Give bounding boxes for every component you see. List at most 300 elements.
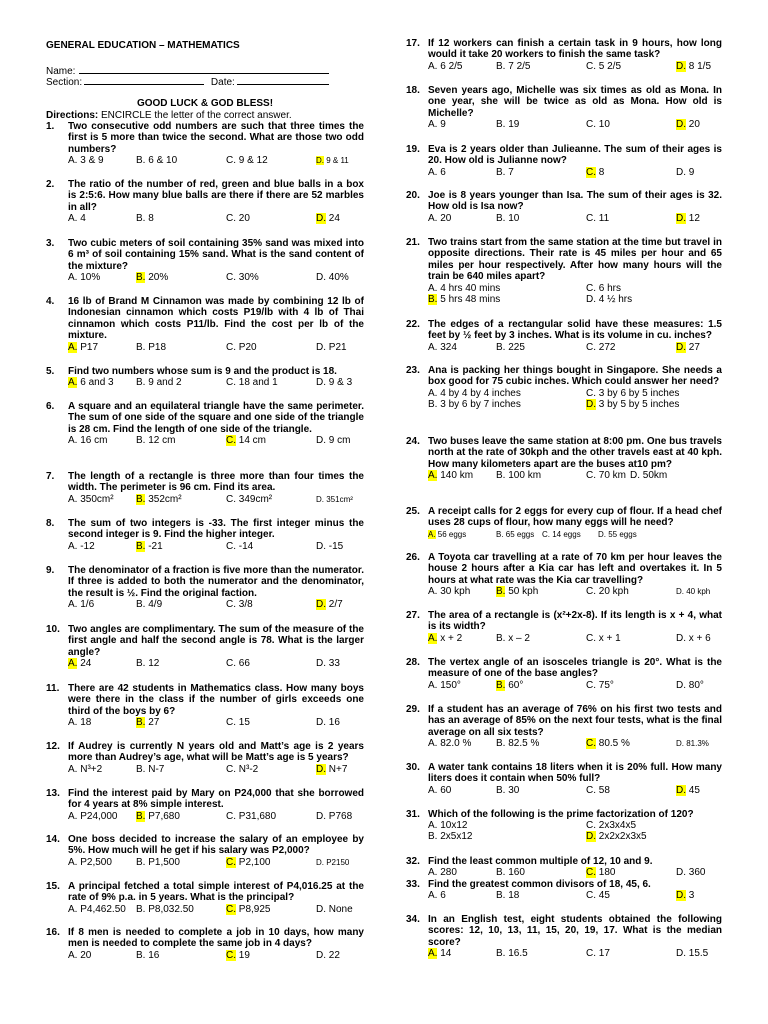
question-number: 23. bbox=[406, 365, 420, 376]
answer-option[interactable] bbox=[136, 950, 159, 961]
answer-option[interactable] bbox=[428, 388, 521, 399]
question-34 bbox=[406, 914, 722, 959]
answer-option[interactable] bbox=[676, 633, 711, 644]
answer-option[interactable] bbox=[428, 119, 446, 130]
question-9 bbox=[46, 565, 364, 610]
answer-option[interactable] bbox=[586, 61, 621, 72]
section-label: Section: bbox=[46, 77, 83, 88]
answer-option[interactable] bbox=[316, 494, 353, 505]
option-letter: A. bbox=[428, 948, 438, 960]
option-value: 6 hrs bbox=[596, 282, 622, 294]
option-value: 5 2/5 bbox=[596, 60, 622, 72]
option-value: 20 bbox=[686, 119, 700, 131]
option-value: 66 bbox=[236, 658, 250, 670]
answer-option[interactable] bbox=[68, 272, 100, 283]
answer-option[interactable] bbox=[598, 529, 637, 540]
question-32 bbox=[406, 856, 722, 878]
answer-option[interactable] bbox=[226, 658, 250, 669]
question-text: Joe is 8 years younger than Isa. The sum of their ages is 32. How old is Isa now? bbox=[428, 190, 722, 213]
answer-option[interactable] bbox=[428, 294, 500, 305]
question-text: Seven years ago, Michelle was six times as old as Mona. In one year, she will be twice as old as Mona. How old is Michelle? bbox=[428, 85, 722, 119]
answer-option[interactable] bbox=[586, 890, 610, 901]
answer-option[interactable] bbox=[496, 61, 530, 72]
option-letter: A. bbox=[428, 738, 438, 750]
option-value: N+7 bbox=[326, 763, 348, 775]
answer-option[interactable] bbox=[136, 764, 164, 775]
answer-options-row bbox=[68, 717, 364, 728]
option-value: 12 cm bbox=[145, 435, 176, 447]
option-letter: A. bbox=[428, 632, 438, 644]
question-text: If 8 men is needed to complete a job in 10 days, how many men is needed to complete the same job in 4 days? bbox=[68, 927, 364, 950]
answer-option[interactable] bbox=[676, 738, 709, 749]
question-22 bbox=[406, 319, 722, 353]
answer-option[interactable] bbox=[496, 867, 525, 878]
question-20 bbox=[406, 190, 722, 224]
option-letter: D. bbox=[316, 903, 326, 915]
question-5 bbox=[46, 366, 364, 388]
option-value: 360 bbox=[686, 867, 706, 879]
answer-option[interactable] bbox=[586, 820, 636, 831]
answer-option[interactable] bbox=[316, 717, 340, 728]
answer-option[interactable] bbox=[676, 586, 710, 597]
answer-option[interactable] bbox=[676, 342, 700, 353]
answer-option[interactable] bbox=[68, 541, 95, 552]
answer-option[interactable] bbox=[316, 155, 349, 166]
option-letter: B. bbox=[496, 679, 506, 691]
answer-option[interactable] bbox=[586, 388, 679, 399]
option-value: P17 bbox=[77, 341, 99, 353]
answer-option[interactable] bbox=[428, 890, 446, 901]
question-number: 25. bbox=[406, 506, 420, 517]
answer-option[interactable] bbox=[586, 342, 615, 353]
answer-option[interactable] bbox=[496, 633, 530, 644]
answer-option[interactable] bbox=[68, 950, 91, 961]
answer-option[interactable] bbox=[428, 785, 451, 796]
option-letter: D. bbox=[676, 679, 686, 691]
answer-options-row bbox=[68, 658, 364, 669]
option-letter: D. bbox=[316, 156, 324, 166]
answer-option[interactable] bbox=[136, 155, 177, 166]
answer-option[interactable] bbox=[136, 658, 159, 669]
option-letter: D. bbox=[316, 272, 326, 284]
answer-option[interactable] bbox=[586, 948, 610, 959]
option-value: 55 eggs bbox=[606, 529, 637, 539]
answer-option[interactable] bbox=[496, 785, 519, 796]
answer-options-row bbox=[428, 948, 722, 959]
option-letter: A. bbox=[428, 529, 436, 539]
option-letter: A. bbox=[428, 60, 438, 72]
question-6 bbox=[46, 401, 364, 446]
option-letter: C. bbox=[226, 949, 236, 961]
answer-option[interactable] bbox=[428, 867, 457, 878]
option-value: 82.0 % bbox=[437, 738, 472, 750]
option-letter: D. bbox=[316, 717, 326, 729]
option-value: 50 kph bbox=[505, 586, 539, 598]
answer-options-row bbox=[428, 119, 722, 130]
option-value: 16 bbox=[145, 949, 160, 961]
question-text: Two buses leave the same station at 8:00 pm. One bus travels north at the rate of 30kph and the other travels east at 40 kph. How many kilometers apart are the buses at10 pm? bbox=[428, 436, 722, 470]
answer-option[interactable] bbox=[68, 658, 91, 669]
question-number: 20. bbox=[406, 190, 420, 201]
option-value: 17 bbox=[596, 948, 610, 960]
option-value: 12 bbox=[145, 658, 160, 670]
answer-option[interactable] bbox=[586, 399, 679, 410]
answer-option[interactable] bbox=[68, 717, 91, 728]
answer-option[interactable] bbox=[136, 811, 180, 822]
answer-option[interactable] bbox=[136, 857, 180, 868]
answer-option[interactable] bbox=[586, 119, 610, 130]
answer-option[interactable] bbox=[68, 342, 98, 353]
option-value: 8 bbox=[596, 166, 605, 178]
answer-option[interactable] bbox=[226, 272, 259, 283]
answer-options-row bbox=[428, 831, 722, 842]
option-value: P21 bbox=[326, 341, 347, 353]
answer-option[interactable] bbox=[428, 342, 457, 353]
answer-options-row bbox=[428, 680, 722, 691]
answer-option[interactable] bbox=[428, 61, 462, 72]
answer-option[interactable] bbox=[68, 494, 114, 505]
option-value: 20 bbox=[437, 212, 452, 224]
option-value: N³-2 bbox=[236, 763, 259, 775]
option-letter: B. bbox=[496, 166, 506, 178]
option-value: P8,925 bbox=[236, 903, 271, 915]
name-label: Name: bbox=[46, 66, 76, 77]
question-12 bbox=[46, 741, 364, 775]
answer-options-row bbox=[428, 867, 722, 878]
question-text: Ana is packing her things bought in Singapore. She needs a box good for 75 cubic inches. Which could answer her need? bbox=[428, 365, 722, 388]
question-24 bbox=[406, 436, 722, 481]
answer-option[interactable] bbox=[136, 541, 163, 552]
answer-option[interactable] bbox=[226, 494, 272, 505]
answer-option[interactable] bbox=[496, 119, 519, 130]
option-letter: B. bbox=[136, 903, 146, 915]
answer-option[interactable] bbox=[496, 890, 519, 901]
answer-option[interactable] bbox=[586, 831, 647, 842]
option-value: 2/7 bbox=[326, 599, 343, 611]
answer-option[interactable] bbox=[316, 435, 350, 446]
question-text: The ratio of the number of red, green and blue balls in a box is 2:5:6. How many blue balls are there if there are 52 marbles in all? bbox=[68, 179, 364, 213]
option-value: 75° bbox=[596, 679, 614, 691]
option-letter: A. bbox=[68, 599, 78, 611]
answer-option[interactable] bbox=[496, 586, 538, 597]
option-letter: B. bbox=[428, 293, 438, 305]
date-blank[interactable] bbox=[237, 75, 329, 85]
answer-option[interactable] bbox=[428, 399, 521, 410]
answer-option[interactable] bbox=[226, 811, 276, 822]
answer-option[interactable] bbox=[68, 599, 94, 610]
answer-option[interactable] bbox=[586, 785, 610, 796]
option-value: 20 kph bbox=[596, 586, 629, 598]
answer-option[interactable] bbox=[316, 658, 340, 669]
option-value: 82.5 % bbox=[505, 738, 540, 750]
option-letter: C. bbox=[586, 166, 596, 178]
answer-option[interactable] bbox=[226, 950, 250, 961]
question-15 bbox=[46, 881, 364, 915]
question-text: The sum of two integers is -33. The first integer minus the second integer is 9. Find the higher integer. bbox=[68, 518, 364, 541]
answer-option[interactable] bbox=[496, 529, 534, 540]
question-text: There are 42 students in Mathematics class. How many boys were there in the class if the number of girls exceeds one third of the boys by 6? bbox=[68, 683, 364, 717]
answer-option[interactable] bbox=[136, 272, 168, 283]
answer-option[interactable] bbox=[136, 342, 166, 353]
answer-option[interactable] bbox=[586, 680, 614, 691]
answer-option[interactable] bbox=[428, 167, 446, 178]
option-letter: C. bbox=[226, 377, 236, 389]
option-letter: B. bbox=[136, 658, 146, 670]
option-value: x – 2 bbox=[505, 632, 530, 644]
answer-option[interactable] bbox=[316, 764, 347, 775]
answer-option[interactable] bbox=[68, 904, 126, 915]
answer-option[interactable] bbox=[496, 738, 539, 749]
option-letter: B. bbox=[136, 213, 146, 225]
option-letter: A. bbox=[428, 119, 438, 131]
question-30 bbox=[406, 762, 722, 796]
option-letter: C. bbox=[226, 856, 236, 868]
option-value: x + 6 bbox=[686, 632, 711, 644]
question-number: 22. bbox=[406, 319, 420, 330]
answer-option[interactable] bbox=[226, 541, 253, 552]
option-letter: A. bbox=[68, 717, 78, 729]
option-letter: B. bbox=[428, 398, 438, 410]
option-value: 15 bbox=[236, 717, 250, 729]
option-value: 349cm² bbox=[236, 493, 273, 505]
answer-option[interactable] bbox=[428, 470, 473, 481]
option-value: 4 ½ hrs bbox=[596, 293, 633, 305]
option-value: 16.5 bbox=[505, 948, 528, 960]
answer-option[interactable] bbox=[676, 948, 708, 959]
option-value: 10 bbox=[505, 212, 520, 224]
answer-option[interactable] bbox=[136, 435, 175, 446]
option-letter: D. bbox=[676, 632, 686, 644]
answer-option[interactable] bbox=[676, 167, 694, 178]
answer-option[interactable] bbox=[496, 680, 523, 691]
option-letter: C. bbox=[226, 763, 236, 775]
answer-option[interactable] bbox=[136, 717, 159, 728]
answer-option[interactable] bbox=[676, 680, 704, 691]
answer-option[interactable] bbox=[68, 435, 107, 446]
option-value: 6 2/5 bbox=[437, 60, 463, 72]
answer-option[interactable] bbox=[428, 586, 470, 597]
answer-option[interactable] bbox=[68, 811, 118, 822]
answer-option[interactable] bbox=[428, 213, 451, 224]
name-blank[interactable] bbox=[79, 64, 329, 74]
question-number: 24. bbox=[406, 436, 420, 447]
answer-option[interactable] bbox=[428, 948, 451, 959]
question-25 bbox=[406, 506, 722, 540]
answer-option[interactable] bbox=[316, 857, 349, 868]
option-letter: A. bbox=[68, 213, 78, 225]
question-11 bbox=[46, 683, 364, 728]
answer-option[interactable] bbox=[226, 155, 268, 166]
question-21 bbox=[406, 237, 722, 305]
option-letter: C. bbox=[586, 820, 596, 832]
answer-option[interactable] bbox=[428, 529, 466, 540]
option-value: 11 bbox=[596, 212, 610, 224]
question-number: 26. bbox=[406, 552, 420, 563]
question-text: The vertex angle of an isosceles triangle is 20°. What is the measure of one of the base angles? bbox=[428, 657, 722, 680]
question-text: Two trains start from the same station at the time but travel in opposite directions. Their rate is 45 miles per hour and 65 miles per hour respectively. After how many hours will the train be 640 miles apart? bbox=[428, 237, 722, 283]
option-letter: A. bbox=[68, 493, 78, 505]
answer-option[interactable] bbox=[136, 904, 194, 915]
question-18 bbox=[406, 85, 722, 130]
answer-option[interactable] bbox=[586, 738, 630, 749]
option-letter: C. bbox=[586, 632, 596, 644]
answer-option[interactable] bbox=[586, 867, 615, 878]
answer-option[interactable] bbox=[428, 738, 471, 749]
answer-option[interactable] bbox=[316, 950, 340, 961]
option-value: 3 by 5 by 5 inches bbox=[596, 398, 680, 410]
question-text: Two consecutive odd numbers are such that three times the first is 5 more than twice the second. What are those two odd numbers? bbox=[68, 121, 364, 155]
option-value: x + 2 bbox=[437, 632, 463, 644]
answer-option[interactable] bbox=[428, 831, 472, 842]
answer-option[interactable] bbox=[68, 857, 112, 868]
question-23 bbox=[406, 365, 722, 410]
option-value: 6 bbox=[437, 890, 446, 902]
option-value: 18 bbox=[77, 717, 92, 729]
option-letter: D. bbox=[316, 599, 326, 611]
answer-option[interactable] bbox=[316, 599, 343, 610]
answer-option[interactable] bbox=[586, 294, 632, 305]
option-letter: B. bbox=[136, 810, 146, 822]
answer-option[interactable] bbox=[586, 470, 626, 481]
option-value: P31,680 bbox=[236, 810, 277, 822]
answer-option[interactable] bbox=[428, 283, 500, 294]
answer-option[interactable] bbox=[316, 272, 349, 283]
answer-option[interactable] bbox=[136, 213, 154, 224]
answer-option[interactable] bbox=[136, 599, 162, 610]
option-value: 14 bbox=[437, 948, 452, 960]
question-number: 33. bbox=[406, 879, 420, 890]
option-value: 65 eggs bbox=[503, 529, 535, 539]
answer-option[interactable] bbox=[226, 904, 270, 915]
answer-option[interactable] bbox=[496, 213, 519, 224]
answer-option[interactable] bbox=[586, 633, 621, 644]
answer-option[interactable] bbox=[226, 857, 270, 868]
answer-option[interactable] bbox=[496, 342, 525, 353]
answer-option[interactable] bbox=[68, 213, 86, 224]
answer-option[interactable] bbox=[226, 342, 257, 353]
answer-option[interactable] bbox=[316, 904, 353, 915]
option-letter: B. bbox=[496, 529, 504, 539]
answer-option[interactable] bbox=[676, 867, 705, 878]
option-value: 4 by 4 by 4 inches bbox=[437, 387, 521, 399]
option-letter: D. bbox=[316, 341, 326, 353]
question-text: One boss decided to increase the salary of an employee by 5%. How much will he get if his salary was P2,000? bbox=[68, 834, 364, 857]
question-19 bbox=[406, 144, 722, 178]
option-value: 20 bbox=[77, 949, 92, 961]
option-value: 20 bbox=[236, 213, 250, 225]
answer-option[interactable] bbox=[676, 785, 700, 796]
question-33 bbox=[406, 879, 722, 901]
answer-option[interactable] bbox=[676, 213, 700, 224]
option-letter: A. bbox=[428, 282, 438, 294]
option-value: 324 bbox=[437, 341, 457, 353]
answer-option[interactable] bbox=[316, 811, 352, 822]
answer-option[interactable] bbox=[226, 599, 253, 610]
option-letter: C. bbox=[586, 784, 596, 796]
answer-option[interactable] bbox=[136, 494, 182, 505]
option-letter: A. bbox=[68, 856, 78, 868]
option-value: 58 bbox=[596, 784, 610, 796]
answer-option[interactable] bbox=[68, 155, 104, 166]
option-letter: C. bbox=[226, 155, 236, 167]
question-text: 16 lb of Brand M Cinnamon was made by combining 12 lb of Indonesian cinnamon which costs P19/lb with 4 lb of Thai cinnamon which costs P11/lb. Find the cost per lb of the mixture. bbox=[68, 296, 364, 342]
option-letter: D. bbox=[676, 341, 686, 353]
answer-option[interactable] bbox=[496, 167, 514, 178]
answer-options-row bbox=[68, 272, 364, 283]
answer-option[interactable] bbox=[586, 167, 604, 178]
option-letter: D. bbox=[316, 857, 324, 867]
option-value: 24 bbox=[326, 213, 340, 225]
option-value: 10% bbox=[77, 272, 101, 284]
option-letter: C. bbox=[226, 810, 236, 822]
option-letter: B. bbox=[496, 738, 506, 750]
answer-option[interactable] bbox=[542, 529, 581, 540]
answer-option[interactable] bbox=[316, 377, 352, 388]
option-letter: A. bbox=[428, 679, 438, 691]
answer-option[interactable] bbox=[68, 377, 114, 388]
answer-option[interactable] bbox=[496, 470, 541, 481]
answer-option[interactable] bbox=[676, 119, 700, 130]
answer-option[interactable] bbox=[496, 948, 528, 959]
answer-option[interactable] bbox=[428, 820, 467, 831]
answer-option[interactable] bbox=[316, 213, 340, 224]
answer-option[interactable] bbox=[428, 680, 461, 691]
option-value: 140 km bbox=[437, 470, 474, 482]
answer-option[interactable] bbox=[586, 586, 629, 597]
question-text: Two angles are complimentary. The sum of the measure of the first angle and half the second angle is 78. What is the larger angle? bbox=[68, 624, 364, 658]
answer-option[interactable] bbox=[226, 764, 258, 775]
question-number: 21. bbox=[406, 237, 420, 248]
option-value: 4 hrs 40 mins bbox=[437, 282, 501, 294]
answer-option[interactable] bbox=[316, 541, 343, 552]
answer-option[interactable] bbox=[226, 717, 250, 728]
answer-options-row bbox=[428, 283, 722, 294]
option-letter: B. bbox=[496, 586, 506, 598]
answer-option[interactable] bbox=[226, 435, 266, 446]
answer-option[interactable] bbox=[68, 764, 102, 775]
option-letter: C. bbox=[586, 119, 596, 131]
answer-option[interactable] bbox=[428, 633, 462, 644]
option-letter: A. bbox=[428, 890, 438, 902]
question-number: 18. bbox=[406, 85, 420, 96]
option-letter: A. bbox=[428, 470, 438, 482]
option-value: 3/8 bbox=[236, 599, 253, 611]
answer-option[interactable] bbox=[630, 470, 667, 481]
option-letter: D. bbox=[676, 166, 686, 178]
option-value: 19 bbox=[505, 119, 520, 131]
answer-option[interactable] bbox=[586, 283, 621, 294]
answer-options-row bbox=[68, 857, 364, 868]
answer-option[interactable] bbox=[676, 890, 694, 901]
answer-option[interactable] bbox=[226, 377, 278, 388]
option-letter: C. bbox=[226, 540, 236, 552]
section-blank[interactable] bbox=[84, 75, 204, 85]
option-letter: C. bbox=[586, 282, 596, 294]
answer-option[interactable] bbox=[586, 213, 609, 224]
answer-options-row bbox=[428, 785, 722, 796]
answer-option[interactable] bbox=[226, 213, 250, 224]
question-8 bbox=[46, 518, 364, 552]
option-value: P2,500 bbox=[77, 856, 112, 868]
option-value: 50km bbox=[640, 470, 668, 482]
option-value: 3 & 9 bbox=[77, 155, 104, 167]
answer-option[interactable] bbox=[676, 61, 711, 72]
answer-option[interactable] bbox=[136, 377, 182, 388]
option-letter: A. bbox=[428, 784, 438, 796]
answer-option[interactable] bbox=[316, 342, 347, 353]
question-number: 15. bbox=[46, 881, 60, 892]
option-value: 8 bbox=[145, 213, 154, 225]
